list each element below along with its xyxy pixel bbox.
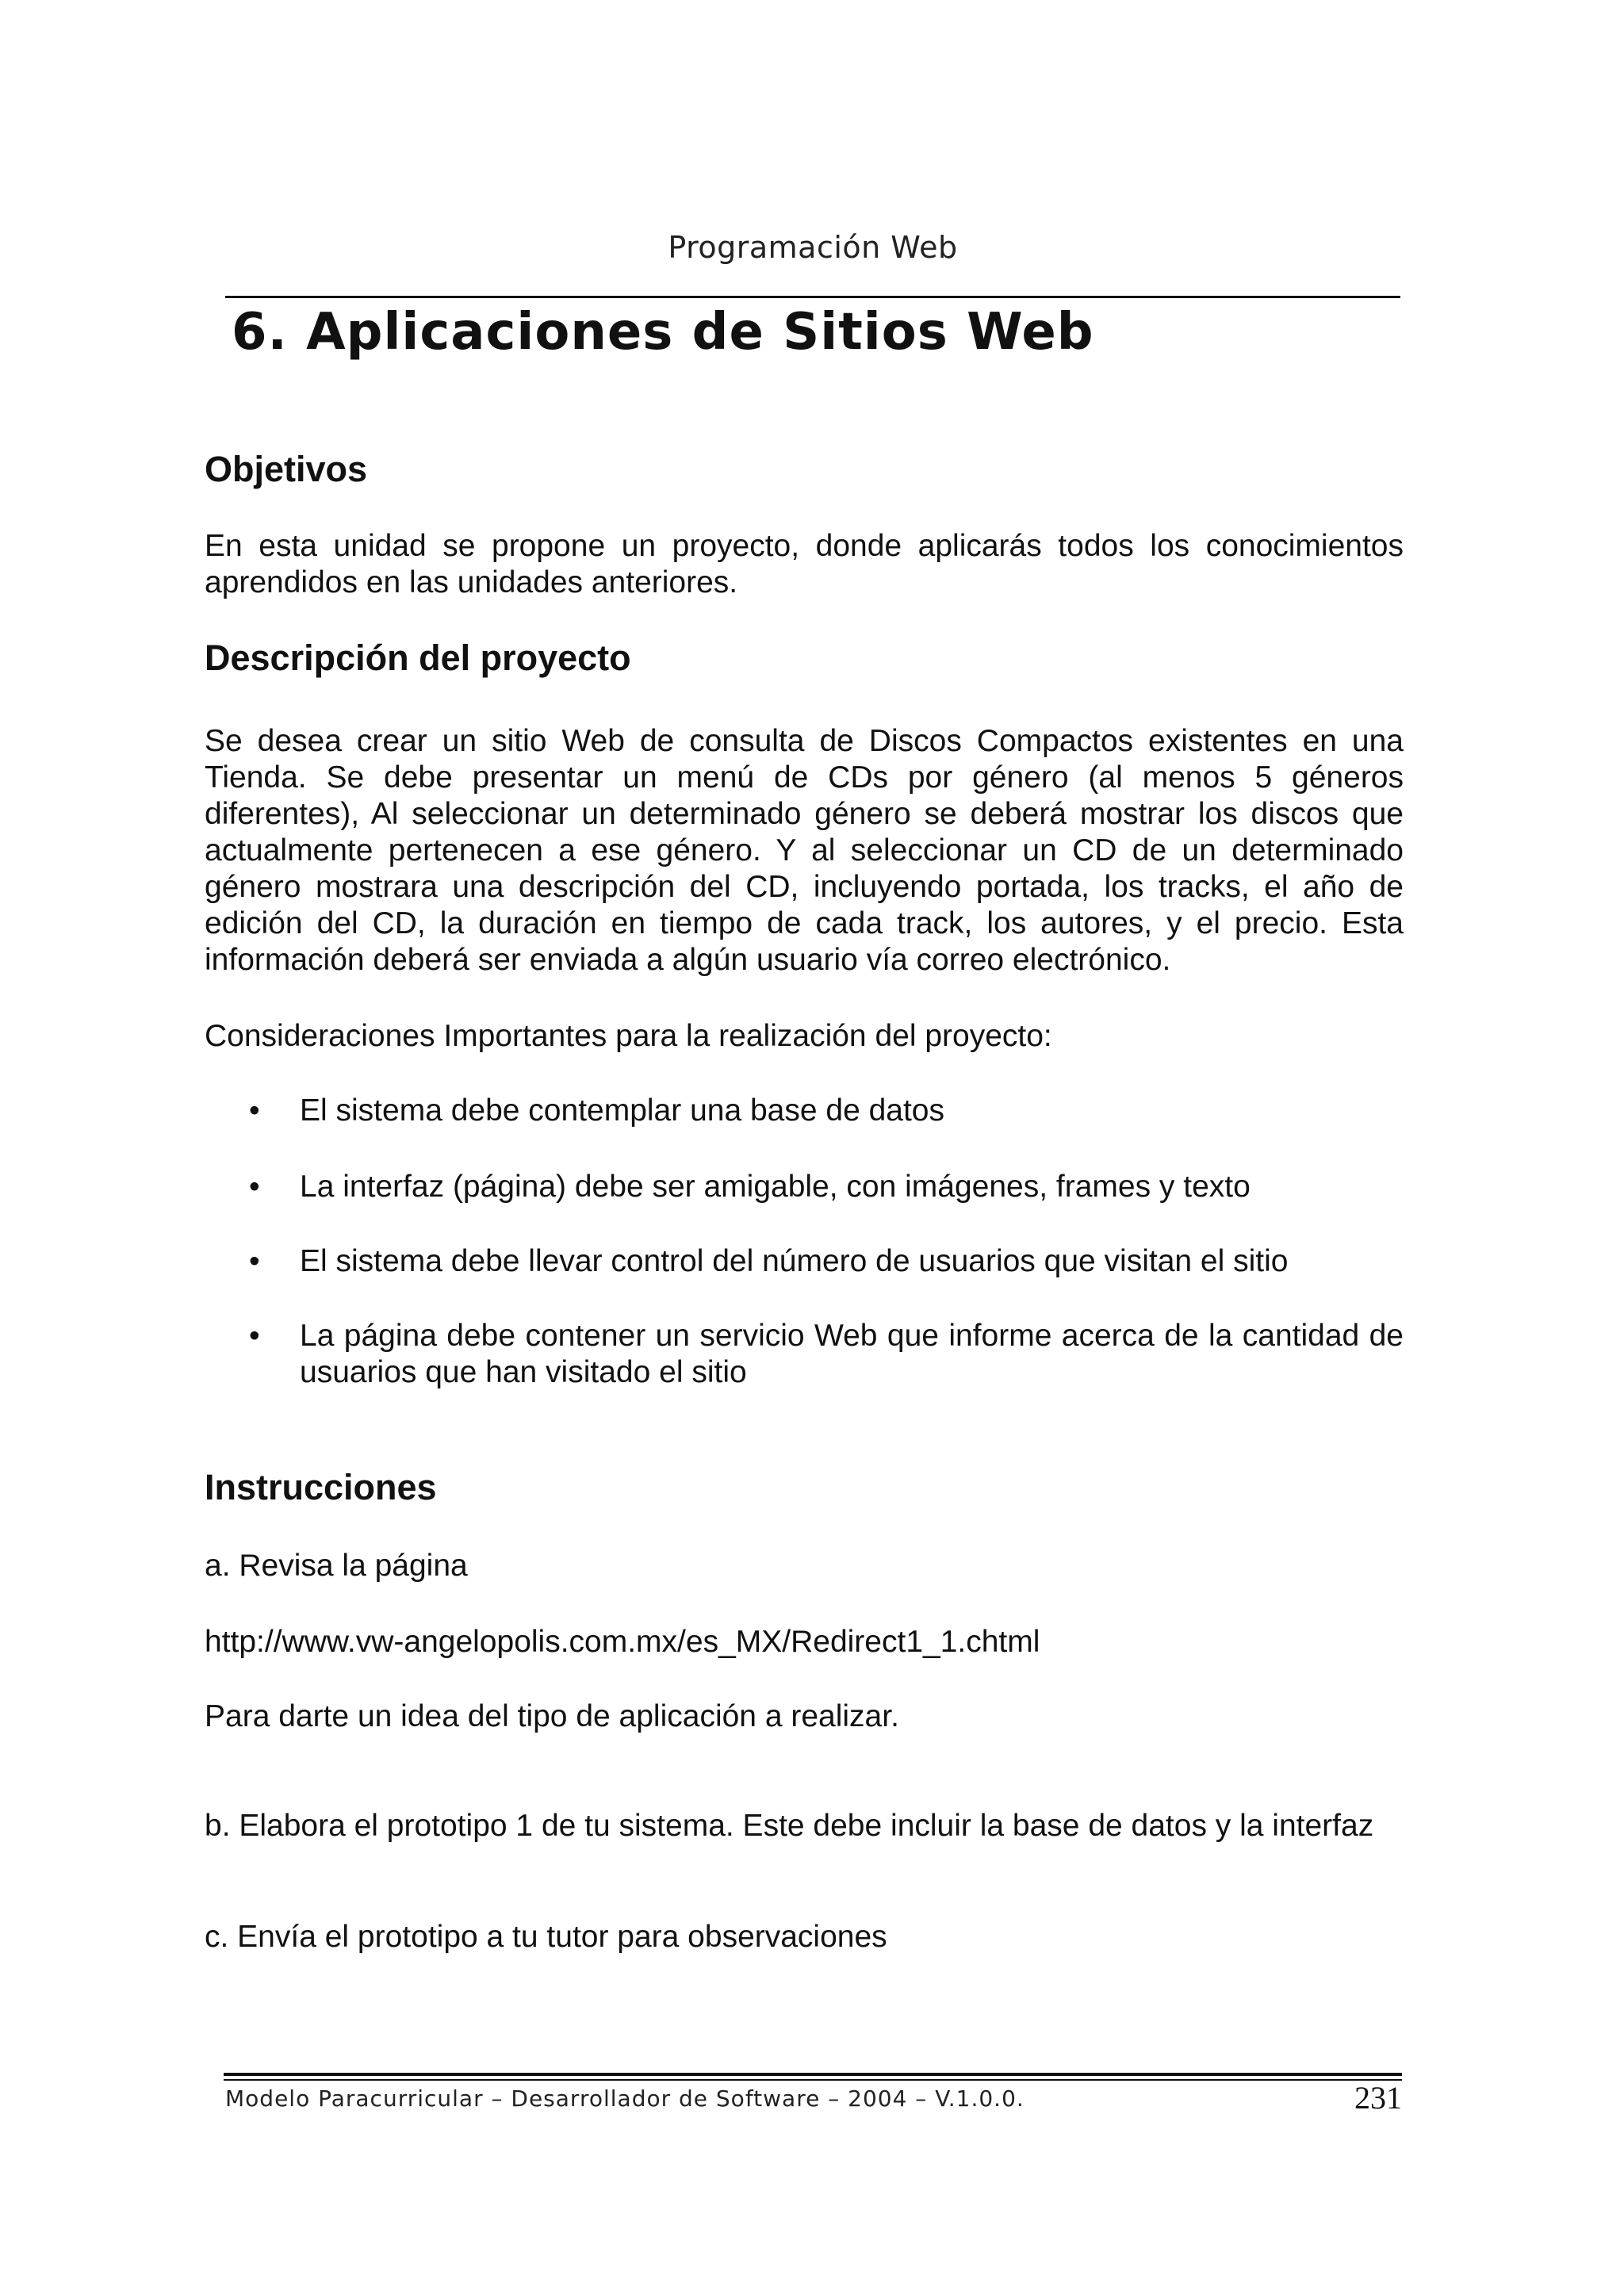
- descripcion-heading: Descripción del proyecto: [205, 638, 631, 678]
- running-header: Programación Web: [668, 230, 958, 265]
- chapter-title: 6. Aplicaciones de Sitios Web: [232, 303, 1094, 362]
- step-c: c. Envía el prototipo a tu tutor para observaciones: [205, 1920, 887, 1954]
- list-item-text: El sistema debe contemplar una base de datos: [300, 1093, 945, 1128]
- page-number: 231: [1354, 2080, 1402, 2116]
- step-b: b. Elabora el prototipo 1 de tu sistema. Este debe incluir la base de datos y la interfaz: [205, 1809, 1374, 1843]
- footer-divider: [224, 2073, 1402, 2076]
- bullet-icon: •: [249, 1244, 260, 1278]
- footer-divider-thin: [224, 2079, 1402, 2081]
- descripcion-paragraph: Se desea crear un sitio Web de consulta de Discos Compactos existentes en una Tienda. Se debe presentar un menú de CDs por género (al menos 5 géneros diferentes), Al seleccionar un determinado género se deberá mostrar los discos que actualmente pertenecen a ese género. Y al seleccionar un CD de un determinado género mostrara una descripción del CD, incluyendo portada, los tracks, el año de edición del CD, la duración en tiempo de cada track, los autores, y el precio. Esta información deberá ser enviada a algún usuario vía correo electrónico.: [205, 724, 1404, 977]
- objetivos-heading: Objetivos: [205, 449, 368, 489]
- considerations-intro: Consideraciones Importantes para la realización del proyecto:: [205, 1019, 1052, 1053]
- footer-text: Modelo Paracurricular – Desarrollador de Software – 2004 – V.1.0.0.: [225, 2085, 1025, 2112]
- instrucciones-heading: Instrucciones: [205, 1467, 437, 1507]
- bullet-icon: •: [249, 1319, 260, 1353]
- objetivos-paragraph: En esta unidad se propone un proyecto, donde aplicarás todos los conocimientos aprendidos en las unidades anteriores.: [205, 529, 1404, 599]
- reference-url: http://www.vw-angelopolis.com.mx/es_MX/Redirect1_1.chtml: [205, 1625, 1040, 1659]
- header-divider: [225, 296, 1400, 298]
- step-a: a. Revisa la página: [205, 1549, 468, 1583]
- list-item-text: La interfaz (página) debe ser amigable, con imágenes, frames y texto: [300, 1170, 1251, 1204]
- list-item-text: La página debe contener un servicio Web que informe acerca de la cantidad de usuarios que han visitado el sitio: [300, 1319, 1404, 1389]
- bullet-icon: •: [249, 1170, 260, 1204]
- list-item-text: El sistema debe llevar control del número de usuarios que visitan el sitio: [300, 1244, 1289, 1278]
- bullet-icon: •: [249, 1093, 260, 1128]
- step-a-note: Para darte un idea del tipo de aplicación a realizar.: [205, 1699, 899, 1733]
